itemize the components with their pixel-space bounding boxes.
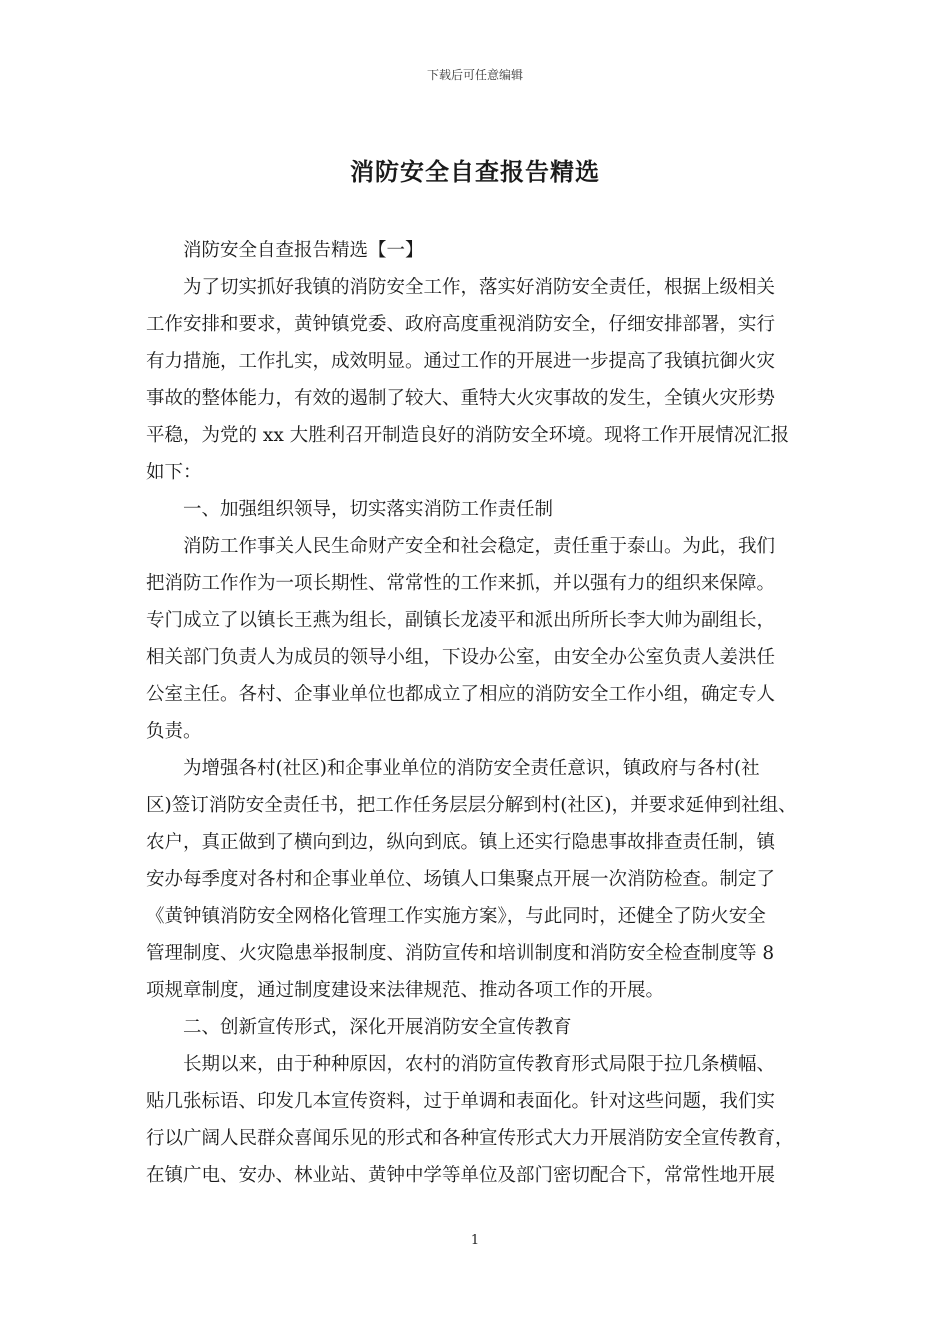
text-line: 为了切实抓好我镇的消防安全工作，落实好消防安全责任，根据上级相关 xyxy=(183,277,776,298)
text-line: 消防工作事关人民生命财产安全和社会稳定，责任重于泰山。为此，我们 xyxy=(183,536,776,557)
document-title: 消防安全自查报告精选 xyxy=(350,157,600,186)
text-line: 工作安排和要求，黄钟镇党委、政府高度重视消防安全，仔细安排部署，实行 xyxy=(146,314,776,335)
text-line: 在镇广电、安办、林业站、黄钟中学等单位及部门密切配合下，常常性地开展 xyxy=(146,1165,776,1186)
text-line: 负责。 xyxy=(146,721,202,742)
text-line: 农户，真正做到了横向到边，纵向到底。镇上还实行隐患事故排查责任制，镇 xyxy=(146,832,776,853)
text-line: 贴几张标语、印发几本宣传资料，过于单调和表面化。针对这些问题，我们实 xyxy=(146,1091,776,1112)
text-line: 相关部门负责人为成员的领导小组，下设办公室，由安全办公室负责人姜洪任 xyxy=(146,647,776,668)
text-line: 长期以来，由于种种原因，农村的消防宣传教育形式局限于拉几条横幅、 xyxy=(183,1054,776,1075)
text-line: 为增强各村(社区)和企事业单位的消防安全责任意识，镇政府与各村(社 xyxy=(183,758,760,779)
text-line: 事故的整体能力，有效的遏制了较大、重特大火灾事故的发生，全镇火灾形势 xyxy=(146,388,776,409)
text-line: 如下： xyxy=(146,462,202,483)
text-line: 消防安全自查报告精选【一】 xyxy=(183,240,424,261)
text-line: 二、创新宣传形式，深化开展消防安全宣传教育 xyxy=(183,1017,572,1038)
text-line: 公室主任。各村、企事业单位也都成立了相应的消防安全工作小组，确定专人 xyxy=(146,684,776,705)
document-body xyxy=(146,232,811,1194)
text-line: 一、加强组织领导，切实落实消防工作责任制 xyxy=(183,499,554,520)
text-line: 项规章制度，通过制度建设来法律规范、推动各项工作的开展。 xyxy=(146,980,665,1001)
text-line: 平稳，为党的 xx 大胜利召开制造良好的消防安全环境。现将工作开展情况汇报 xyxy=(146,425,790,446)
text-line: 行以广阔人民群众喜闻乐见的形式和各种宣传形式大力开展消防安全宣传教育， xyxy=(146,1128,794,1149)
text-line: 《黄钟镇消防安全网格化管理工作实施方案》，与此同时，还健全了防火安全 xyxy=(146,906,766,927)
page-number: 1 xyxy=(470,1233,480,1248)
text-line: 管理制度、火灾隐患举报制度、消防宣传和培训制度和消防安全检查制度等 8 xyxy=(146,943,775,964)
text-line: 专门成立了以镇长王燕为组长，副镇长龙凌平和派出所所长李大帅为副组长， xyxy=(146,610,776,631)
header-note: 下载后可任意编辑 xyxy=(426,68,523,82)
text-line: 区)签订消防安全责任书，把工作任务层层分解到村(社区)，并要求延伸到社组、 xyxy=(146,795,797,816)
text-line: 把消防工作作为一项长期性、常常性的工作来抓，并以强有力的组织来保障。 xyxy=(146,573,776,594)
text-line: 安办每季度对各村和企事业单位、场镇人口集聚点开展一次消防检查。制定了 xyxy=(146,869,776,890)
text-line: 有力措施，工作扎实，成效明显。通过工作的开展进一步提高了我镇抗御火灾 xyxy=(146,351,776,372)
